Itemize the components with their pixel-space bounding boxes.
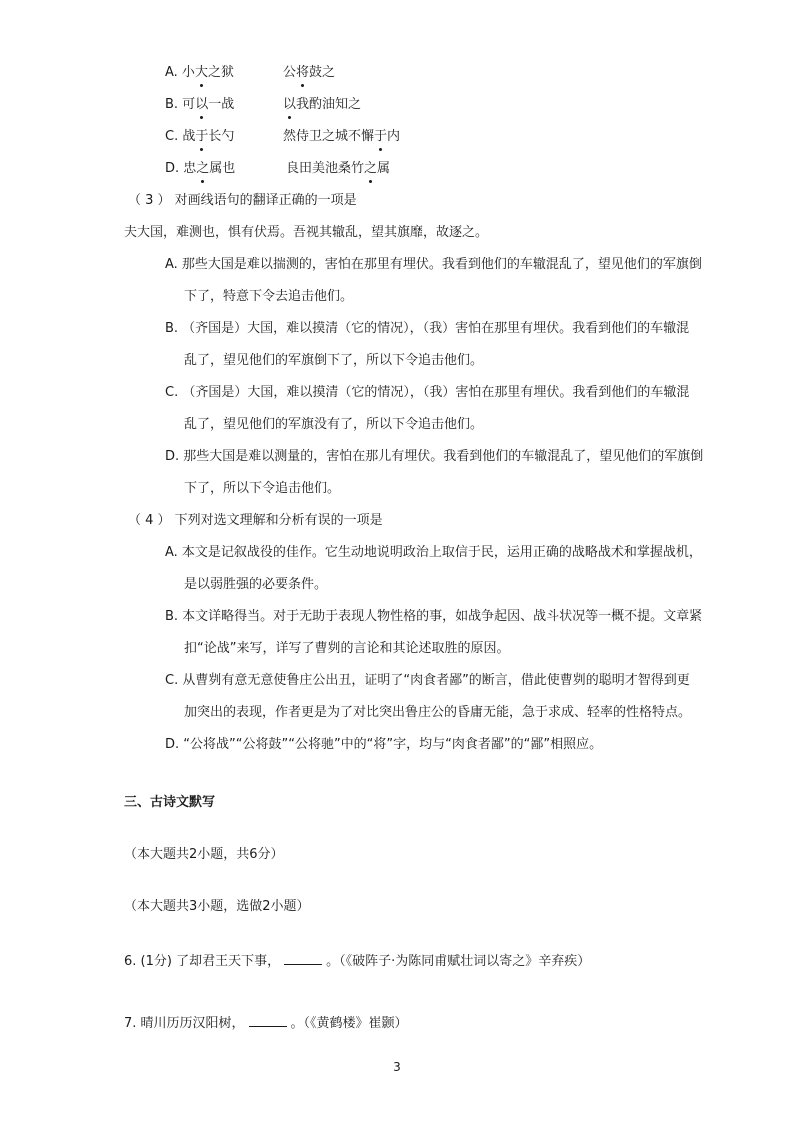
q2-option-d: D. 忠之属也 [165,161,236,176]
emphasis-dot-char: 之 [196,161,210,176]
answer-blank[interactable] [249,1013,287,1027]
q2-option-c: C. 战于长勺 [165,129,235,144]
q3-stem: （ 3 ） 对画线语句的翻译正确的一项是 [128,193,357,208]
q2-option-a-right: 公将鼓之 [283,65,336,80]
q4-stem: （ 4 ） 下列对选文理解和分析有误的一项是 [128,513,383,528]
q4-option-c-line1: C. 从曹刿有意无意使鲁庄公出丑，证明了“肉食者鄙”的断言，借此使曹刿的聪明才智得到更 [165,673,690,688]
q2-option-c-right: 然侍卫之城不懈于内 [283,129,401,144]
q2-option-b-right: 以我酌油知之 [283,97,362,112]
q3-quote: 夫大国，难测也，惧有伏焉。吾视其辙乱，望其旗靡，故逐之。 [124,225,489,240]
question-7: 7. 晴川历历汉阳树， 。（《黄鹤楼》崔颢） [124,1013,408,1033]
q4-option-b-line1: B. 本文详略得当。对于无助于表现人物性格的事，如战争起因、战斗状况等一概不提。文章紧 [165,609,703,624]
q4-option-b-line2: 扣“论战”来写，详写了曹刿的言论和其论述取胜的原因。 [184,641,510,656]
answer-blank[interactable] [284,951,322,965]
emphasis-dot-char: 于 [195,129,209,144]
q2-option-a: A. 小大之狱 [165,65,234,80]
q2-option-d-right: 良田美池桑竹之属 [286,161,391,176]
q4-option-c-line2: 加突出的表现，作者更是为了对比突出鲁庄公的昏庸无能，急于求成、轻率的性格特点。 [184,705,692,720]
q4-option-a-line1: A. 本文是记叙战役的佳作。它生动地说明政治上取信于民，运用正确的战略战术和掌握战机， [165,545,702,560]
emphasis-dot-char: 以 [195,97,209,112]
q3-option-c-line1: C. （齐国是）大国，难以摸清（它的情况），（我）害怕在那里有埋伏。我看到他们的车辙混 [165,385,690,400]
emphasis-dot-char: 大 [194,65,208,80]
q3-option-b-line2: 乱了，望见他们的军旗倒下了，所以下令追击他们。 [184,353,484,368]
q3-option-a-line1: A. 那些大国是难以揣测的，害怕在那里有埋伏。我看到他们的车辙混乱了，望见他们的军旗倒 [165,257,702,272]
q2-option-b: B. 可以一战 [165,97,235,112]
emphasis-dot-char: 以 [283,97,297,112]
section-note-score: （本大题共2小题，共6分） [124,847,284,862]
page-number: 3 [393,1060,401,1074]
q4-option-d-line1: D. “公将战”“公将鼓”“公将驰”中的“将”字，均与“肉食者鄙”的“鄙”相照应。 [165,737,603,752]
section-title: 三、古诗文默写 [124,795,216,810]
q3-option-c-line2: 乱了，望见他们的军旗没有了，所以下令追击他们。 [184,417,484,432]
question-6: 6. (1分) 了却君王天下事， 。（《破阵子·为陈同甫赋壮词以寄之》辛弃疾） [124,951,590,971]
section-note-choice: （本大题共3小题，选做2小题） [124,899,310,914]
emphasis-dot-char: 之 [364,161,378,176]
q3-option-d-line2: 下了，所以下令追击他们。 [184,481,341,496]
q3-option-d-line1: D. 那些大国是难以测量的，害怕在那儿有埋伏。我看到他们的车辙混乱了，望见他们的军旗倒 [165,449,704,464]
emphasis-dot-char: 于 [374,129,388,144]
q3-option-b-line1: B. （齐国是）大国，难以摸清（它的情况），（我）害怕在那里有埋伏。我看到他们的车辙混 [165,321,690,336]
q3-option-a-line2: 下了，特意下令去追击他们。 [184,289,354,304]
q4-option-a-line2: 是以弱胜强的必要条件。 [184,577,328,592]
emphasis-dot-char: 将 [296,65,310,80]
